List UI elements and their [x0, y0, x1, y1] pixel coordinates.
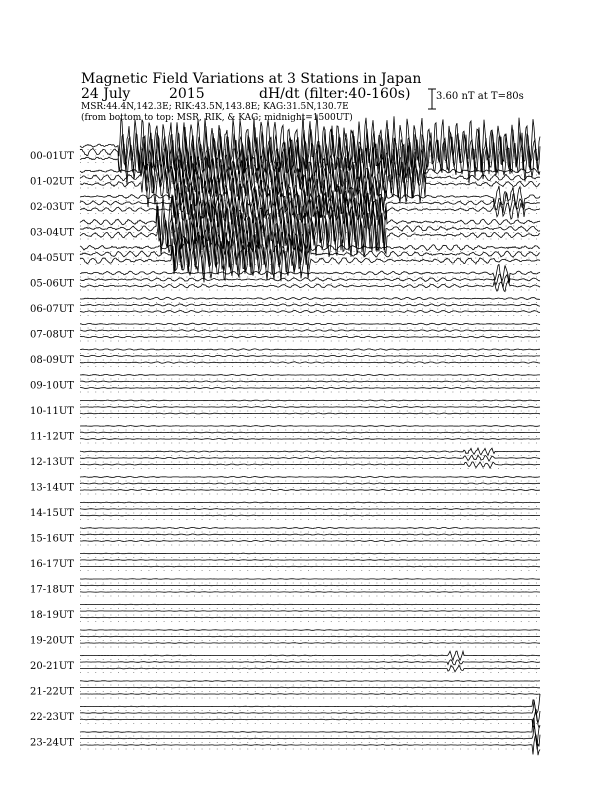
- trace-MSR-hour-10: [80, 413, 540, 414]
- hour-label: 14-15UT: [30, 508, 74, 519]
- trace-RIK-hour-6: [80, 304, 540, 306]
- trace-MSR-hour-8: [80, 362, 540, 363]
- trace-MSR-hour-16: [80, 566, 540, 567]
- hour-label: 01-02UT: [30, 176, 74, 188]
- trace-KAG-hour-19: [80, 630, 540, 631]
- trace-RIK-hour-8: [80, 355, 540, 356]
- hour-label: 10-11UT: [30, 406, 74, 417]
- trace-KAG-hour-23: [80, 718, 540, 749]
- trace-MSR-hour-22: [80, 709, 540, 728]
- trace-RIK-hour-16: [80, 560, 540, 561]
- trace-MSR-hour-13: [80, 490, 540, 491]
- hour-label: 17-18UT: [30, 584, 74, 596]
- hour-label: 19-20UT: [30, 635, 74, 647]
- hour-label: 22-23UT: [30, 712, 74, 723]
- trace-KAG-hour-14: [80, 502, 540, 503]
- date-day: 24 July: [81, 86, 131, 102]
- chart-title: Magnetic Field Variations at 3 Stations in Japan: [81, 71, 422, 87]
- trace-KAG-hour-12: [80, 448, 540, 455]
- trace-RIK-hour-13: [80, 483, 540, 484]
- trace-RIK-hour-19: [80, 636, 540, 637]
- trace-KAG-hour-15: [80, 527, 540, 528]
- hour-label: 23-24UT: [30, 737, 74, 749]
- trace-MSR-hour-12: [80, 462, 540, 468]
- trace-RIK-hour-7: [80, 330, 540, 332]
- trace-KAG-hour-9: [80, 375, 540, 376]
- hour-label: 12-13UT: [30, 457, 74, 468]
- filter-info: dH/dt (filter:40-160s): [259, 86, 411, 102]
- trace-RIK-hour-11: [80, 432, 540, 433]
- trace-KAG-hour-8: [80, 349, 540, 350]
- trace-RIK-hour-9: [80, 381, 540, 382]
- trace-MSR-hour-11: [80, 439, 540, 440]
- trace-KAG-hour-21: [80, 681, 540, 682]
- trace-MSR-hour-14: [80, 515, 540, 516]
- hour-label: 07-08UT: [30, 329, 74, 341]
- trace-KAG-hour-10: [80, 400, 540, 401]
- hour-label: 20-21UT: [30, 661, 74, 672]
- hour-label: 06-07UT: [30, 304, 74, 315]
- trace-RIK-hour-12: [80, 455, 540, 461]
- hour-label: 21-22UT: [30, 686, 74, 698]
- hour-label: 00-01UT: [30, 151, 74, 162]
- hour-label: 09-10UT: [30, 380, 74, 392]
- trace-RIK-hour-15: [80, 534, 540, 535]
- trace-RIK-hour-20: [80, 660, 540, 665]
- hour-label: 11-12UT: [30, 431, 74, 443]
- trace-MSR-hour-7: [80, 336, 540, 338]
- hour-label: 04-05UT: [30, 253, 74, 264]
- trace-KAG-hour-11: [80, 426, 540, 427]
- scale-label: 3.60 nT at T=80s: [436, 91, 524, 102]
- date-year: 2015: [169, 86, 205, 102]
- trace-KAG-hour-20: [80, 651, 540, 660]
- trace-MSR-hour-15: [80, 541, 540, 542]
- hour-label: 03-04UT: [30, 227, 74, 239]
- hour-label: 05-06UT: [30, 278, 74, 290]
- trace-RIK-hour-10: [80, 407, 540, 408]
- trace-RIK-hour-14: [80, 509, 540, 510]
- trace-KAG-hour-7: [80, 323, 540, 325]
- hour-label: 02-03UT: [30, 202, 74, 213]
- trace-MSR-hour-9: [80, 388, 540, 389]
- stations-line: MSR:44.4N,142.3E; RIK:43.5N,143.8E; KAG:31.5N,130.7E: [81, 102, 349, 112]
- trace-KAG-hour-13: [80, 477, 540, 478]
- trace-KAG-hour-6: [80, 297, 540, 299]
- hour-label: 13-14UT: [30, 482, 74, 494]
- hour-label: 16-17UT: [30, 559, 74, 570]
- trace-RIK-hour-21: [80, 687, 540, 688]
- trace-KAG-hour-16: [80, 553, 540, 554]
- order-line: (from bottom to top: MSR, RIK, & KAG; midnight=1500UT): [81, 113, 353, 123]
- hour-label: 08-09UT: [30, 355, 74, 366]
- trace-MSR-hour-21: [80, 694, 540, 695]
- trace-MSR-hour-19: [80, 643, 540, 644]
- trace-MSR-hour-6: [80, 310, 540, 312]
- hour-label: 15-16UT: [30, 533, 74, 545]
- hour-label: 18-19UT: [30, 610, 74, 621]
- trace-KAG-hour-22: [80, 694, 540, 715]
